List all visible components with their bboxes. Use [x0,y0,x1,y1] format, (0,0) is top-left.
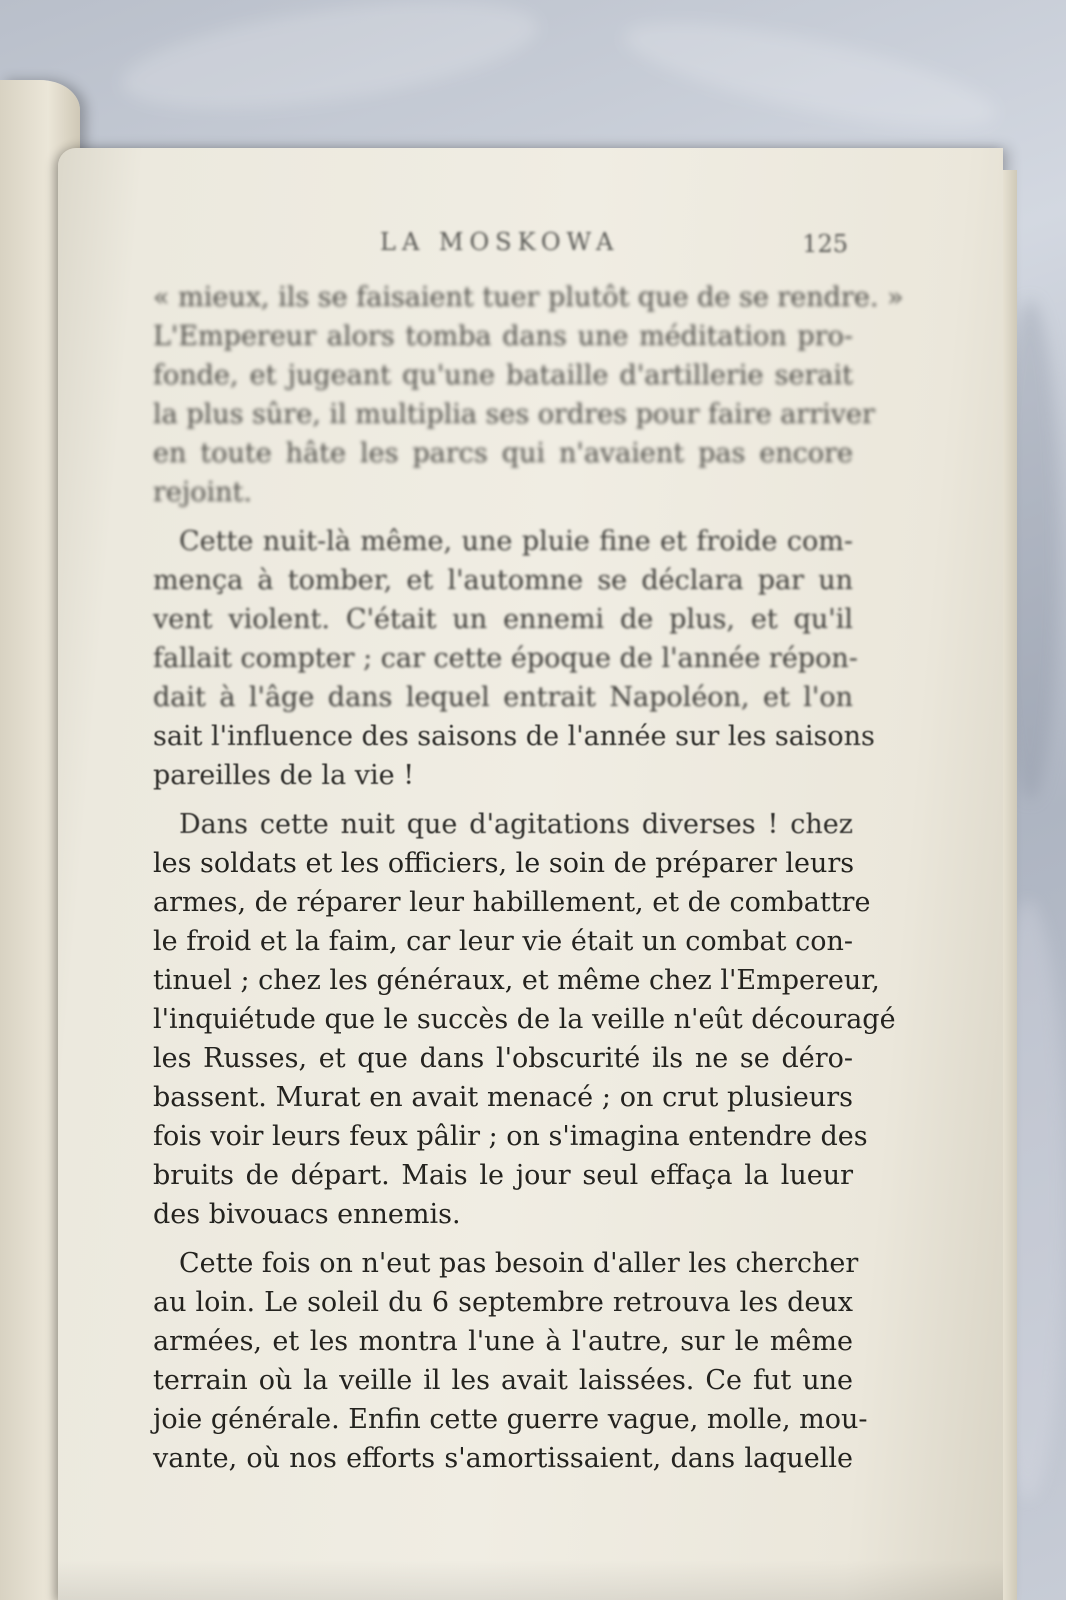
text-line: dait à l'âge dans lequel entrait Napoléon, et l'on [153,682,853,713]
page-number: 125 [802,230,848,258]
cloth-fold [617,1,1003,148]
page-header [158,228,848,272]
cloth-fold [116,0,544,129]
page-edge [1003,170,1017,1600]
paragraph [153,1244,868,1478]
text-line: Cette nuit-là même, une pluie fine et froide com- [179,526,853,557]
text-line: Dans cette nuit que d'agitations diverses ! chez [179,809,853,840]
text-line: mença à tomber, et l'automne se déclara par un [153,565,853,596]
text-line: vent violent. C'était un ennemi de plus, et qu'il [153,604,853,635]
text-line: joie générale. Enfin cette guerre vague, molle, mou- [153,1404,868,1435]
book-page [58,148,1003,1600]
text-line: bassent. Murat en avait menacé ; on crut plusieurs [153,1082,853,1113]
text-line: rejoint. [153,477,252,508]
text-line: L'Empereur alors tomba dans une méditation pro- [153,321,853,352]
text-line: vante, où nos efforts s'amortissaient, dans laquelle [153,1443,853,1474]
text-line: armées, et les montra l'une à l'autre, sur le même [153,1326,853,1357]
text-line: sait l'influence des saisons de l'année sur les saisons [153,721,875,752]
text-line: l'inquiétude que le succès de la veille n'eût découragé [153,1004,896,1035]
text-line: le froid et la faim, car leur vie était un combat con- [153,926,853,957]
text-line: fois voir leurs feux pâlir ; on s'imagina entendre des [153,1121,868,1152]
text-line: les soldats et les officiers, le soin de préparer leurs [153,848,855,879]
text-line: pareilles de la vie ! [153,760,415,791]
text-line: « mieux, ils se faisaient tuer plutôt que de se rendre. » [153,282,904,313]
text-line: fonde, et jugeant qu'une bataille d'artillerie serait [153,360,853,391]
text-line: armes, de réparer leur habillement, et de combattre [153,887,871,918]
text-line: Cette fois on n'eut pas besoin d'aller les chercher [179,1248,859,1279]
paragraph [153,278,904,512]
text-line: terrain où la veille il les avait laissées. Ce fut une [153,1365,853,1396]
page-shadow [58,1560,1003,1600]
text-line: bruits de départ. Mais le jour seul effaça la lueur [153,1160,853,1191]
text-line: tinuel ; chez les généraux, et même chez l'Empereur, [153,965,880,996]
paragraph [153,522,875,795]
text-line: les Russes, et que dans l'obscurité ils ne se déro- [153,1043,853,1074]
paragraph [153,805,896,1234]
text-line: fallait compter ; car cette époque de l'année répon- [153,643,858,674]
text-line: des bivouacs ennemis. [153,1199,461,1230]
text-block [153,278,904,1478]
text-line: en toute hâte les parcs qui n'avaient pas encore [153,438,853,469]
running-title: LA MOSKOWA [380,228,620,256]
text-line: au loin. Le soleil du 6 septembre retrouva les deux [153,1287,853,1318]
text-line: la plus sûre, il multiplia ses ordres pour faire arriver [153,399,875,430]
